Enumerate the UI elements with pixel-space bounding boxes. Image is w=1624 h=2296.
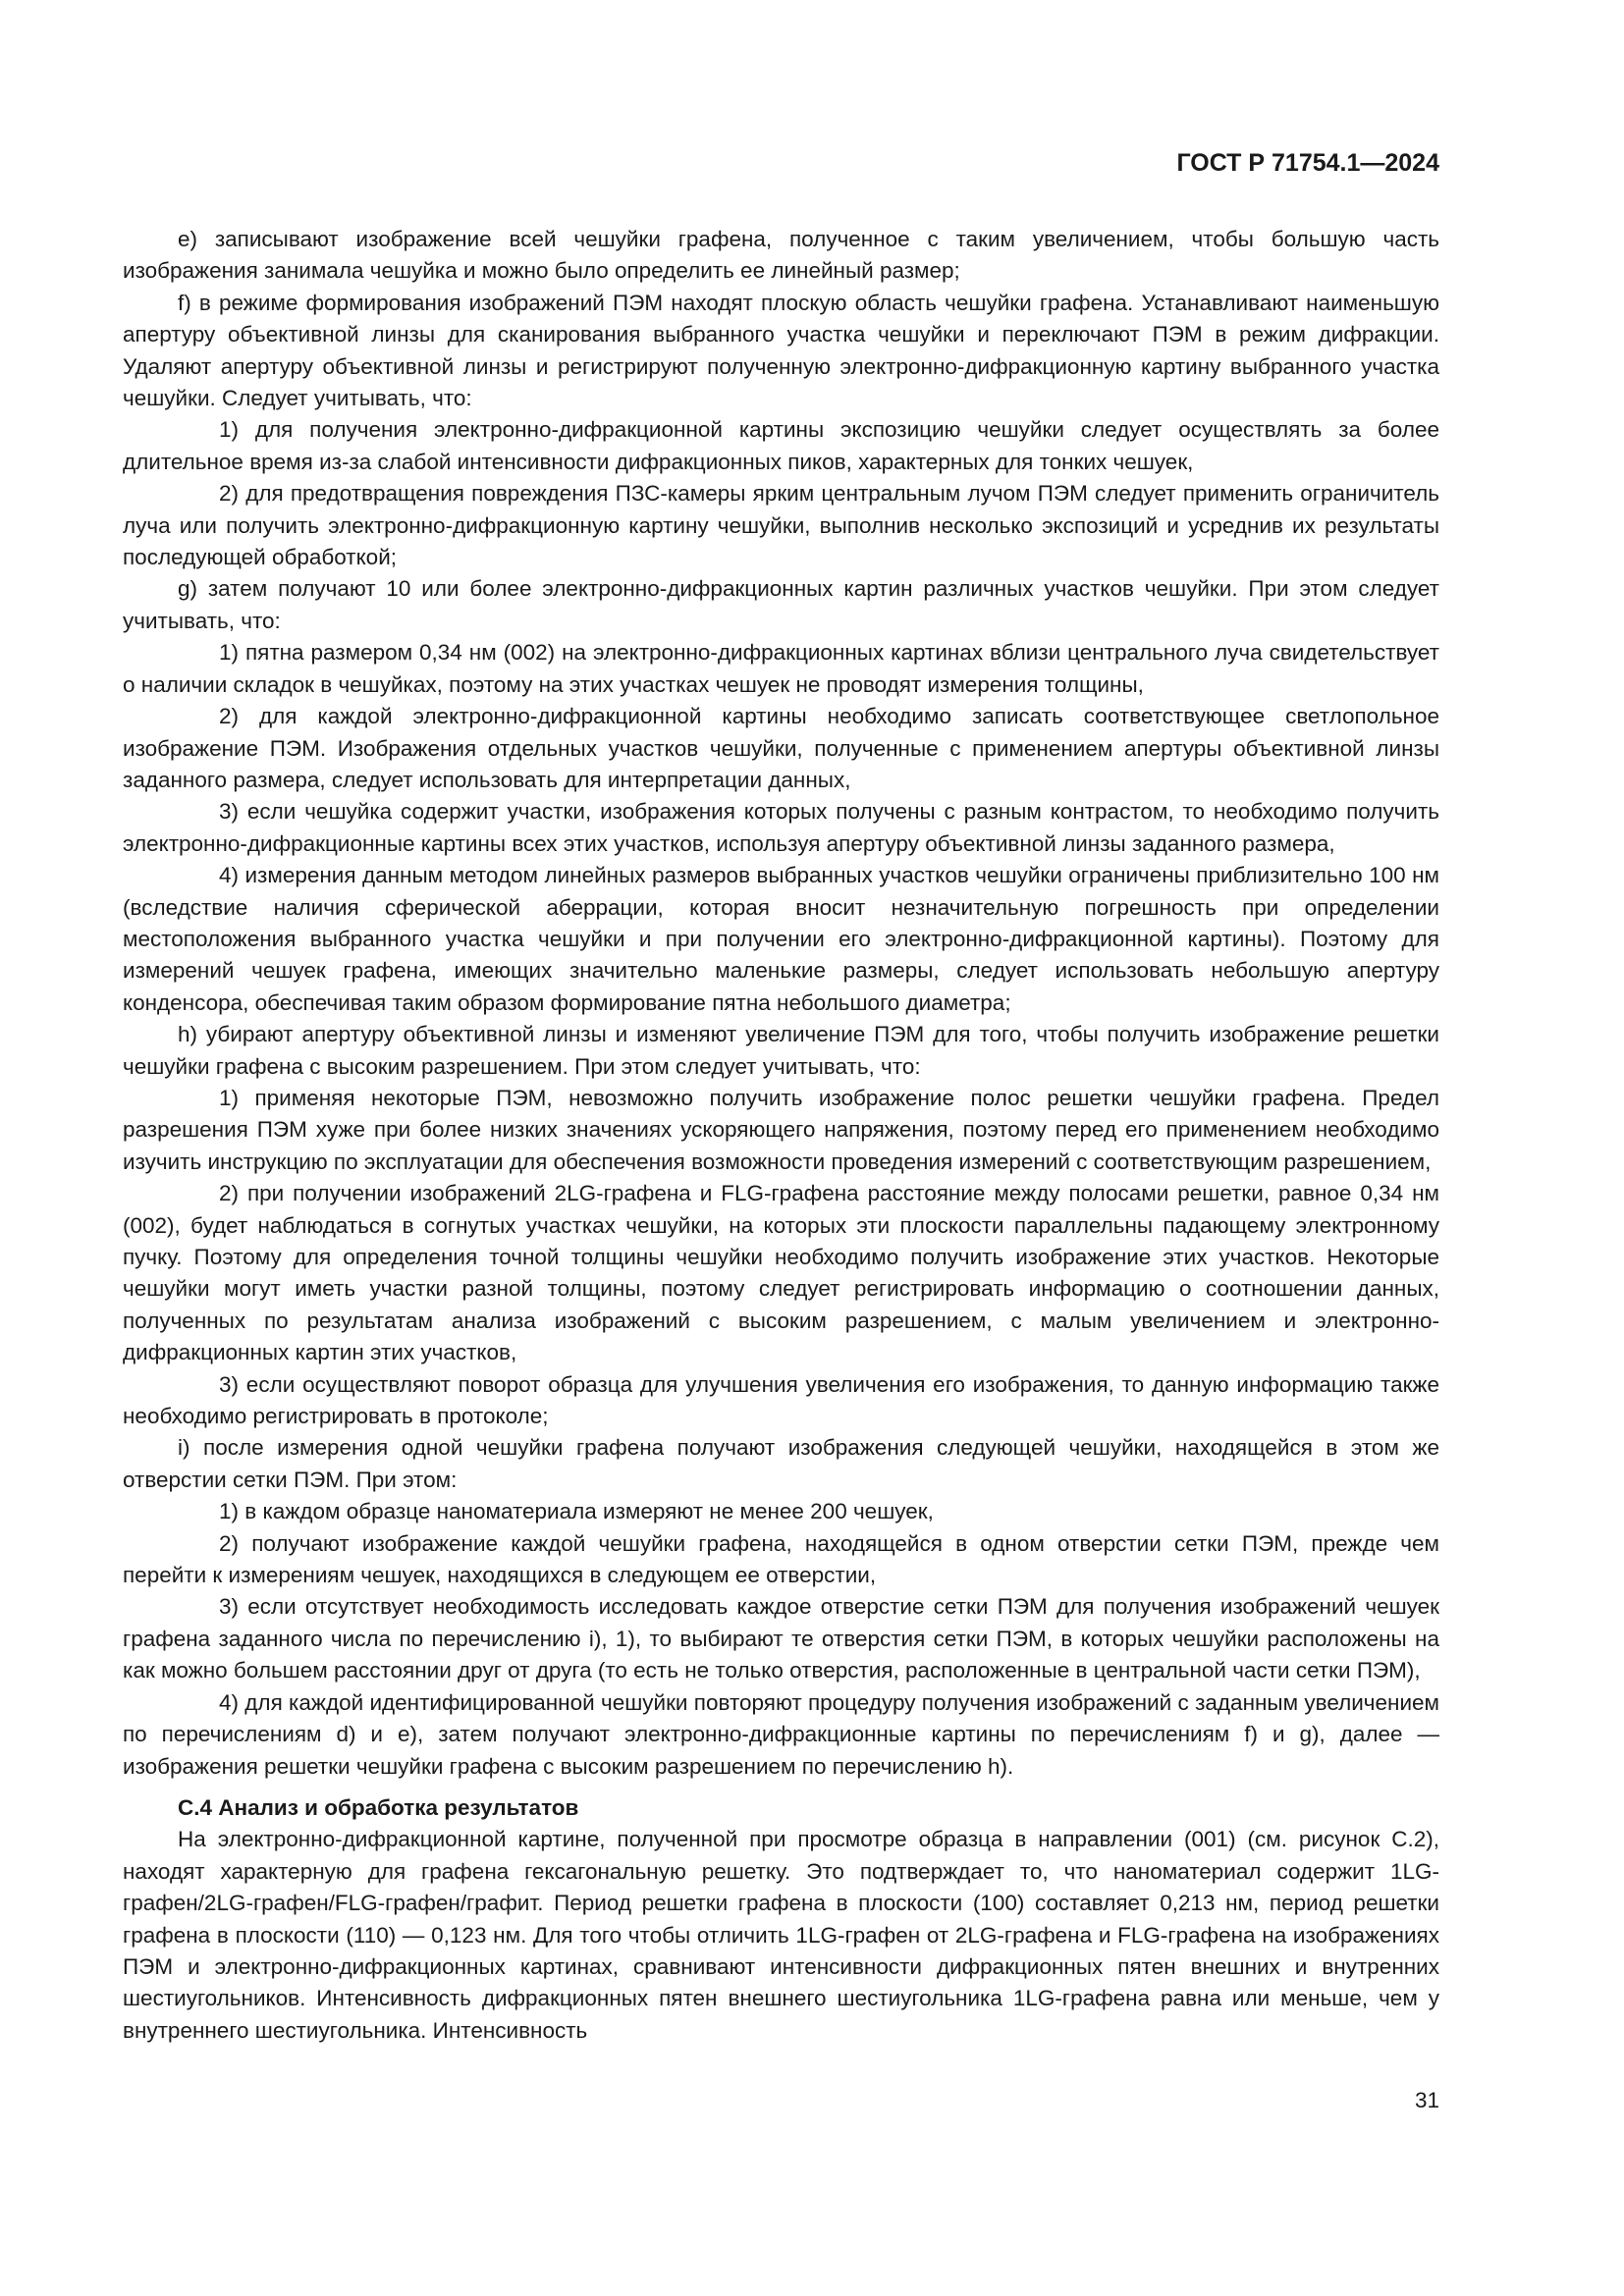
- list-item: 3) если чешуйка содержит участки, изображения которых получены с разным контрастом, то необходимо получить электронно-дифракционные картины всех этих участков, используя апертуру объективной линзы заданного размера,: [123, 799, 1439, 856]
- list-item: 4) для каждой идентифицированной чешуйки повторяют процедуру получения изображений с заданным увеличением по перечислениям d) и е), затем получают электронно-дифракционные картины по перечислениям f) и g), далее — изображения решетки чешуйки графена с высоким разрешением по перечислению h).: [123, 1689, 1439, 1779]
- list-item: е) записывают изображение всей чешуйки графена, полученное с таким увеличением, чтобы большую часть изображения занимала чешуйка и можно было определить ее линейный размер;: [123, 227, 1439, 284]
- list-item: 2) при получении изображений 2LG-графена и FLG-графена расстояние между полосами решетки, равное 0,34 нм (002), будет наблюдаться в согнутых участках чешуйки, на которых эти плоскости параллельны падающему электронному пучку. Поэтому для определения точной толщины чешуйки необходимо получить изображение этих участков. Некоторые чешуйки могут иметь участки разной толщины, поэтому следует регистрировать информацию о соотношении данных, полученных по результатам анализа изображений с высоким разрешением, с малым увеличением и электронно-дифракционных картин этих участков,: [123, 1181, 1439, 1365]
- document-header: ГОСТ Р 71754.1—2024: [1176, 149, 1439, 177]
- list-item: 2) для предотвращения повреждения ПЗС-камеры ярким центральным лучом ПЭМ следует применить ограничитель луча или получить электронно-дифракционную картину чешуйки, выполнив несколько экспозиций и усреднив их результаты последующей обработкой;: [123, 481, 1439, 570]
- list-item: g) затем получают 10 или более электронно-дифракционных картин различных участков чешуйки. При этом следует учитывать, что:: [123, 576, 1439, 633]
- list-item: 1) в каждом образце наноматериала измеряют не менее 200 чешуек,: [219, 1499, 934, 1524]
- list-item: i) после измерения одной чешуйки графена получают изображения следующей чешуйки, находящейся в этом же отверстии сетки ПЭМ. При этом:: [123, 1435, 1439, 1492]
- list-item: f) в режиме формирования изображений ПЭМ находят плоскую область чешуйки графена. Устанавливают наименьшую апертуру объективной линзы для сканирования выбранного участка чешуйки и переключают ПЭМ в режим дифракции. Удаляют апертуру объективной линзы и регистрируют полученную электронно-дифракционную картину выбранного участка чешуйки. Следует учитывать, что:: [123, 290, 1439, 411]
- list-item: h) убирают апертуру объективной линзы и изменяют увеличение ПЭМ для того, чтобы получить изображение решетки чешуйки графена с высоким разрешением. При этом следует учитывать, что:: [123, 1022, 1439, 1079]
- page-number: 31: [1414, 2088, 1439, 2112]
- paragraph-list: [123, 224, 1439, 1783]
- list-item: 4) измерения данным методом линейных размеров выбранных участков чешуйки ограничены приблизительно 100 нм (вследствие наличия сферической аберрации, которая вносит незначительную погрешность при определении местоположения выбранного участка чешуйки и при получении его электронно-дифракционной картины). Поэтому для измерений чешуек графена, имеющих значительно маленькие размеры, следует использовать небольшую апертуру конденсора, обеспечивая таким образом формирование пятна небольшого диаметра;: [123, 863, 1439, 1015]
- list-item: 1) применяя некоторые ПЭМ, невозможно получить изображение полос решетки чешуйки графена. Предел разрешения ПЭМ хуже при более низких значениях ускоряющего напряжения, поэтому перед его применением необходимо изучить инструкцию по эксплуатации для обеспечения возможности проведения измерений с соответствующим разрешением,: [123, 1085, 1439, 1174]
- list-item: 1) пятна размером 0,34 нм (002) на электронно-дифракционных картинах вблизи центрального луча свидетельствует о наличии складок в чешуйках, поэтому на этих участках чешуек не проводят измерения толщины,: [123, 640, 1439, 697]
- list-item: 1) для получения электронно-дифракционной картины экспозицию чешуйки следует осуществлять за более длительное время из-за слабой интенсивности дифракционных пиков, характерных для тонких чешуек,: [123, 417, 1439, 474]
- list-item: 3) если отсутствует необходимость исследовать каждое отверстие сетки ПЭМ для получения изображений чешуек графена заданного числа по перечислению i), 1), то выбирают те отверстия сетки ПЭМ, в которых чешуйки расположены на как можно большем расстоянии друг от друга (то есть не только отверстия, расположенные в центральной части сетки ПЭМ),: [123, 1594, 1439, 1683]
- list-item: 2) для каждой электронно-дифракционной картины необходимо записать соответствующее светлопольное изображение ПЭМ. Изображения отдельных участков чешуйки, полученные с применением апертуры объективной линзы заданного размера, следует использовать для интерпретации данных,: [123, 704, 1439, 792]
- list-item: 3) если осуществляют поворот образца для улучшения увеличения его изображения, то данную информацию также необходимо регистрировать в протоколе;: [123, 1371, 1439, 1429]
- section-paragraph: На электронно-дифракционной картине, полученной при просмотре образца в направлении (001) (см. рисунок С.2), находят характерную для графена гексагональную решетку. Это подтверждает то, что наноматериал содержит 1LG-графен/2LG-графен/FLG-графен/графит. Период решетки графена в плоскости (100) составляет 0,213 нм, период решетки графена в плоскости (110) — 0,123 нм. Для того чтобы отличить 1LG-графен от 2LG-графена и FLG-графена на изображениях ПЭМ и электронно-дифракционных картинах, сравнивают интенсивности дифракционных пятен внешних и внутренних шестиугольников. Интенсивность дифракционных пятен внешнего шестиугольника 1LG-графена равна или меньше, чем у внутреннего шестиугольника. Интенсивность: [123, 1827, 1439, 2043]
- list-item: 2) получают изображение каждой чешуйки графена, находящейся в одном отверстии сетки ПЭМ, прежде чем перейти к измерениям чешуек, находящихся в следующем ее отверстии,: [123, 1530, 1439, 1588]
- document-body: [123, 224, 1439, 2047]
- section-heading: С.4 Анализ и обработка результатов: [178, 1794, 579, 1820]
